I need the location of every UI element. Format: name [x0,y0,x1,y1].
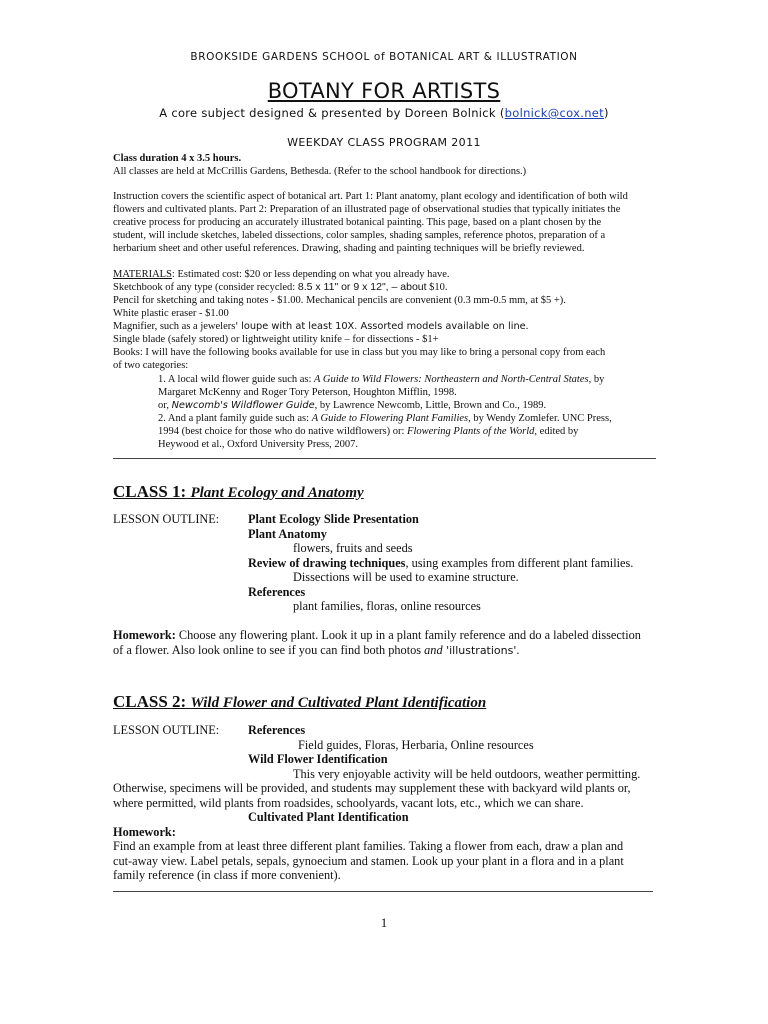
school-name: BROOKSIDE GARDENS SCHOOL of BOTANICAL ART & ILLUSTRATION [190,51,578,63]
book-2-line-3: Heywood et al., Oxford University Press, 2007. [158,439,359,450]
class-2-homework-label: Homework: [113,825,176,839]
class-1-item-2-sub: flowers, fruits and seeds [293,541,413,555]
description-line-1: Instruction covers the scientific aspect of botanical art. Part 1: Plant anatomy, plant ecology and identification of both wild [113,191,628,202]
program-heading: WEEKDAY CLASS PROGRAM 2011 [287,136,481,149]
book-2: 2. And a plant family guide such as: A Guide to Flowering Plant Families, by Wendy Zomlefer. UNC Press, [158,413,612,424]
materials-sketchbook: Sketchbook of any type (consider recycled: 8.5 x 11" or 9 x 12", – about $10. [113,281,448,293]
book-1: 1. A local wild flower guide such as: A Guide to Wild Flowers: Northeastern and North-Central States, by [158,374,605,385]
class-2-item-2-sub: This very enjoyable activity will be held outdoors, weather permitting. [293,767,641,781]
materials-pencil: Pencil for sketching and taking notes - $1.00. Mechanical pencils are convenient (0.3 mm-0.5 mm, at $5 +). [113,295,566,306]
book-2-line-2: 1994 (best choice for those who do native wildflowers) or: Flowering Plants of the World, edited by [158,426,579,437]
class-duration: Class duration 4 x 3.5 hours. [113,153,242,164]
section-divider [113,458,656,459]
materials-eraser: White plastic eraser - $1.00 [113,308,229,319]
class-2-item-2: Wild Flower Identification [248,752,388,766]
document-title: BOTANY FOR ARTISTS [267,79,501,103]
class-1-heading: CLASS 1: Plant Ecology and Anatomy [113,482,364,501]
class-1-item-3: Review of drawing techniques, using examples from different plant families. [248,556,634,570]
materials-magnifier: Magnifier, such as a jewelers' loupe with at least 10X. Assorted models available on line. [113,321,529,332]
class-1-outline-label: LESSON OUTLINE: [113,512,220,526]
class-2-item-1-sub: Field guides, Floras, Herbaria, Online resources [298,738,534,752]
description-line-4: student, will include sketches, labeled dissections, color samples, shading samples, reference photos, preparation of a [113,230,606,241]
class-2-homework-line-3: family reference (in class if more convenient). [113,868,341,882]
class-2-homework-line-2: cut-away view. Label petals, sepals, gynoecium and stamen. Look up your plant in a flora and in a plant [113,854,624,868]
class-1-homework-line-2: of a flower. Also look online to see if you can find both photos and 'illustrations'. [113,643,520,657]
class-1-item-1: Plant Ecology Slide Presentation [248,512,419,526]
class-1-item-3-sub: Dissections will be used to examine structure. [293,570,519,584]
subtitle: A core subject designed & presented by Doreen Bolnick (bolnick@cox.net) [159,106,609,120]
class-1-item-4: References [248,585,306,599]
description-line-3: creative process for producing an accurately illustrated botanical painting. This page, based on a plant chosen by the [113,217,602,228]
description-line-5: herbarium sheet and other useful references. Drawing, shading and painting techniques will be briefly reviewed. [113,243,585,254]
book-1-alt: or, Newcomb's Wildflower Guide, by Lawrence Newcomb, Little, Brown and Co., 1989. [158,400,547,411]
class-2-item-3: Cultivated Plant Identification [248,810,409,824]
materials-blade: Single blade (safely stored) or lightweight utility knife – for dissections - $1+ [113,334,439,345]
class-location: All classes are held at McCrillis Gardens, Bethesda. (Refer to the school handbook for directions.) [113,166,527,177]
class-2-homework-line-1: Find an example from at least three different plant families. Taking a flower from each, draw a plan and [113,839,624,853]
book-1-line-2: Margaret McKenny and Roger Tory Peterson, Houghton Mifflin, 1998. [158,387,457,398]
class-2-item-2-line-3: where permitted, wild plants from roadsides, schoolyards, vacant lots, etc., which we can share. [113,796,584,810]
class-2-outline-label: LESSON OUTLINE: [113,723,220,737]
materials-books-1: Books: I will have the following books available for use in class but you may like to bring a personal copy from each [113,347,606,358]
materials-line: MATERIALS: Estimated cost: $20 or less depending on what you already have. [113,269,450,280]
class-1-item-2: Plant Anatomy [248,527,327,541]
class-1-homework: Homework: Choose any flowering plant. Look it up in a plant family reference and do a labeled dissection [113,628,641,642]
materials-books-2: of two categories: [113,360,189,371]
bottom-divider [113,891,653,892]
class-2-item-1: References [248,723,306,737]
email-link[interactable]: bolnick@cox.net [504,106,604,120]
description-line-2: flowers and cultivated plants. Part 2: Preparation of an illustrated page of observational studies that typically initiates the [113,204,621,215]
page-number: 1 [380,915,388,930]
class-1-item-4-sub: plant families, floras, online resources [293,599,481,613]
class-2-item-2-line-2: Otherwise, specimens will be provided, and students may supplement these with backyard wild plants or, [113,781,631,795]
class-2-heading: CLASS 2: Wild Flower and Cultivated Plant Identification [113,692,487,711]
